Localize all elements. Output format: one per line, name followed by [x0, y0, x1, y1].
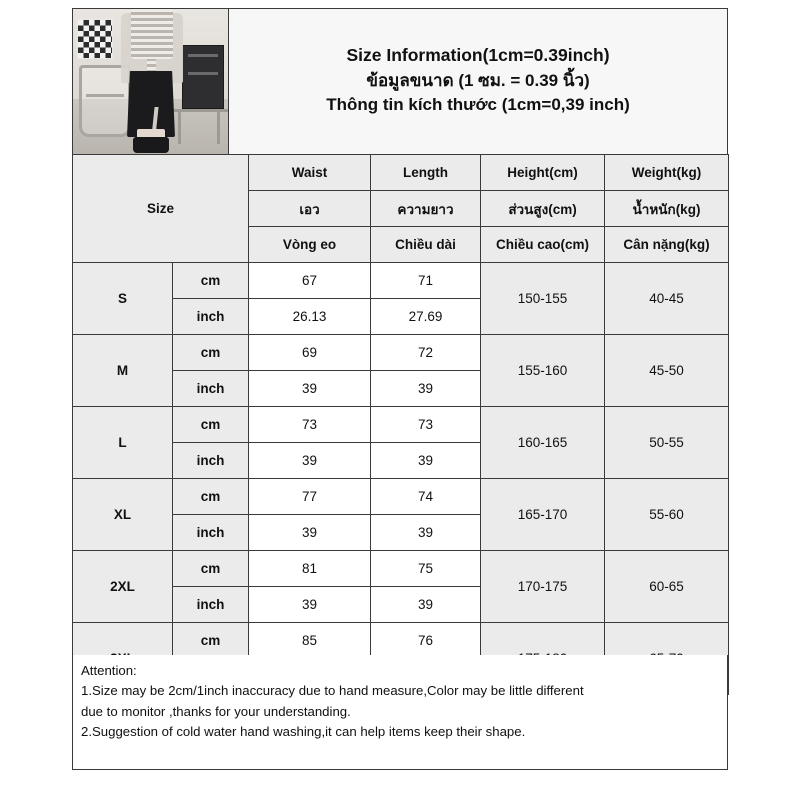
chart-title-block: [229, 9, 727, 154]
row-waist-cm: 67: [249, 263, 371, 299]
row-size-label: M: [73, 335, 173, 407]
row-waist-cm: 77: [249, 479, 371, 515]
row-waist-inch: 39: [249, 515, 371, 551]
row-length-inch: 27.69: [371, 299, 481, 335]
row-height: 150-155: [481, 263, 605, 335]
row-height: 155-160: [481, 335, 605, 407]
row-unit-cm: cm: [173, 479, 249, 515]
row-length-cm: 74: [371, 479, 481, 515]
row-size-label: L: [73, 407, 173, 479]
note-line-1b: due to monitor ,thanks for your understanding.: [81, 703, 351, 719]
row-waist-cm: 73: [249, 407, 371, 443]
row-unit-inch: inch: [173, 371, 249, 407]
title-line-th: ข้อมูลขนาด (1 ซม. = 0.39 นิ้ว): [366, 70, 590, 90]
row-weight: 40-45: [605, 263, 729, 335]
row-unit-cm: cm: [173, 551, 249, 587]
table-row: [73, 407, 729, 443]
header-waist-vi: Vòng eo: [249, 227, 371, 263]
row-size-label: S: [73, 263, 173, 335]
row-waist-inch: 39: [249, 443, 371, 479]
row-size-label: 2XL: [73, 551, 173, 623]
row-unit-cm: cm: [173, 623, 249, 659]
header-height-en: Height(cm): [481, 155, 605, 191]
row-length-cm: 76: [371, 623, 481, 659]
row-waist-cm: 85: [249, 623, 371, 659]
title-line-vi: Thông tin kích thước (1cm=0,39 inch): [326, 95, 630, 115]
row-height: 170-175: [481, 551, 605, 623]
header-weight-th: น้ำหนัก(kg): [605, 191, 729, 227]
photo-model-striped-top: [131, 9, 173, 59]
photo-model-boots: [133, 137, 169, 153]
row-length-inch: 39: [371, 587, 481, 623]
row-waist-inch: 26.13: [249, 299, 371, 335]
table-row: [73, 551, 729, 587]
photo-model-skirt: [127, 71, 175, 137]
header-height-vi: Chiều cao(cm): [481, 227, 605, 263]
note-heading: Attention:: [81, 663, 137, 678]
row-waist-cm: 69: [249, 335, 371, 371]
header-waist-en: Waist: [249, 155, 371, 191]
chart-header: [72, 8, 728, 154]
header-length-th: ความยาว: [371, 191, 481, 227]
table-header-row-en: [73, 155, 729, 191]
title-line-en: Size Information(1cm=0.39inch): [346, 45, 610, 66]
row-length-cm: 75: [371, 551, 481, 587]
row-length-cm: 73: [371, 407, 481, 443]
header-length-en: Length: [371, 155, 481, 191]
row-weight: 50-55: [605, 407, 729, 479]
photo-checkered-art: [77, 19, 113, 59]
row-unit-cm: cm: [173, 335, 249, 371]
row-height: 165-170: [481, 479, 605, 551]
row-weight: 45-50: [605, 335, 729, 407]
row-length-inch: 39: [371, 371, 481, 407]
row-waist-inch: 39: [249, 371, 371, 407]
header-waist-th: เอว: [249, 191, 371, 227]
table-row: [73, 263, 729, 299]
row-unit-inch: inch: [173, 515, 249, 551]
note-line-1a: 1.Size may be 2cm/1inch inaccuracy due to hand measure,Color may be little different: [81, 683, 584, 699]
header-weight-vi: Cân nặng(kg): [605, 227, 729, 263]
size-table: [72, 154, 729, 695]
row-height: 160-165: [481, 407, 605, 479]
header-height-th: ส่วนสูง(cm): [481, 191, 605, 227]
row-length-inch: 39: [371, 443, 481, 479]
row-unit-inch: inch: [173, 299, 249, 335]
photo-table: [172, 109, 228, 146]
table-row: [73, 335, 729, 371]
photo-cabinet: [182, 45, 224, 109]
row-unit-inch: inch: [173, 443, 249, 479]
header-length-vi: Chiều dài: [371, 227, 481, 263]
row-weight: 60-65: [605, 551, 729, 623]
row-unit-cm: cm: [173, 407, 249, 443]
row-unit-cm: cm: [173, 263, 249, 299]
row-unit-inch: inch: [173, 587, 249, 623]
attention-note: [72, 655, 728, 770]
row-length-cm: 71: [371, 263, 481, 299]
row-waist-inch: 39: [249, 587, 371, 623]
row-waist-cm: 81: [249, 551, 371, 587]
header-weight-en: Weight(kg): [605, 155, 729, 191]
size-header-cell: Size: [73, 155, 249, 263]
table-row: [73, 623, 729, 659]
note-line-2: 2.Suggestion of cold water hand washing,it can help items keep their shape.: [81, 724, 526, 740]
row-weight: 55-60: [605, 479, 729, 551]
row-size-label: XL: [73, 479, 173, 551]
row-length-inch: 39: [371, 515, 481, 551]
row-length-cm: 72: [371, 335, 481, 371]
table-row: [73, 479, 729, 515]
product-photo: [73, 9, 229, 154]
